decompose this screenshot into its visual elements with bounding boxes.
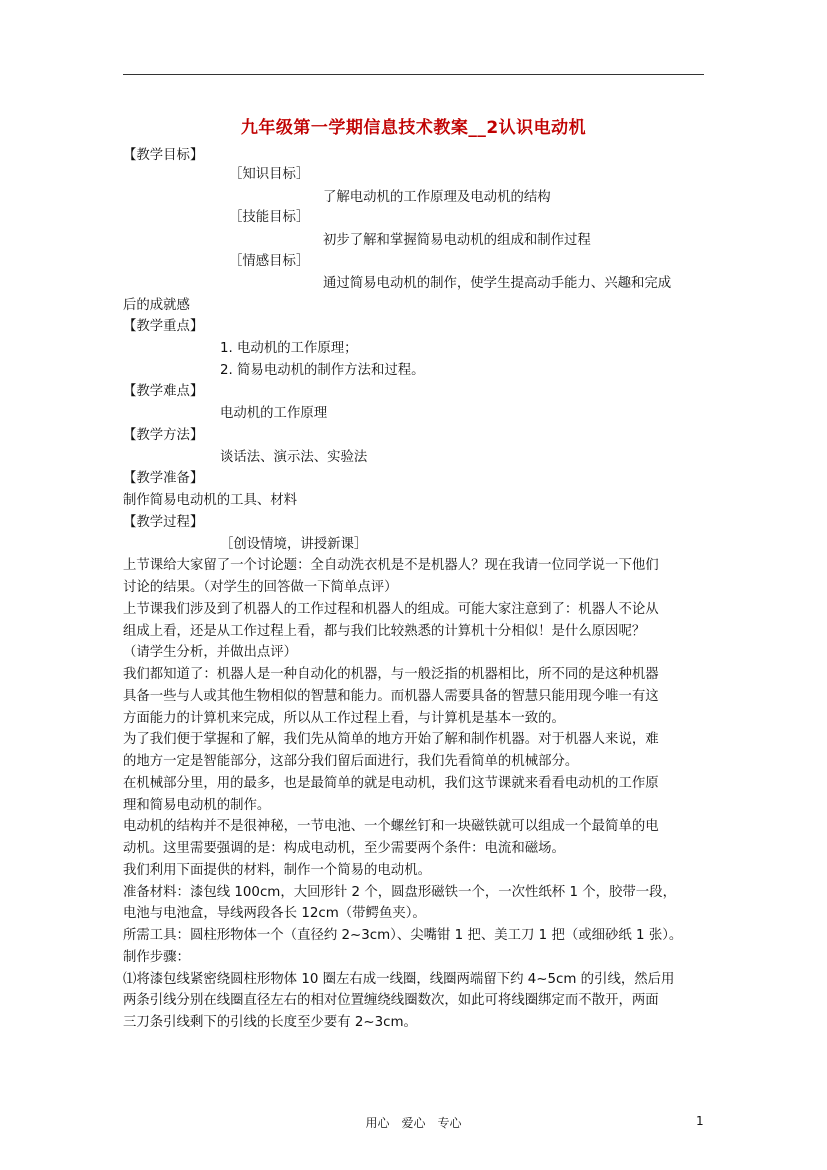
paragraph-line: 动机。这里需要强调的是：构成电动机，至少需要两个条件：电流和磁场。: [123, 841, 565, 856]
paragraph-line: （请学生分析，并做出点评）: [123, 645, 298, 660]
paragraph-line: 组成上看，还是从工作过程上看，都与我们比较熟悉的计算机十分相似！是什么原因呢？: [123, 624, 646, 639]
list-item: 2. 简易电动机的制作方法和过程。: [220, 363, 425, 378]
paragraph-line: 所需工具：圆柱形物体一个（直径约 2~3cm）、尖嘴钳 1 把、美工刀 1 把（或细砂纸 1 张）。: [123, 928, 683, 943]
subheading-knowledge: ［知识目标］: [229, 167, 310, 182]
paragraph-line: 三刀条引线剩下的引线的长度至少要有 2~3cm。: [123, 1015, 417, 1030]
text-line: 电动机的工作原理: [220, 406, 328, 421]
paragraph-line: 讨论的结果。（对学生的回答做一下简单点评）: [123, 580, 398, 595]
section-heading-methods: 【教学方法】: [123, 428, 204, 443]
paragraph-line: 理和简易电动机的制作。: [123, 798, 271, 813]
paragraph-line: 具备一些与人或其他生物相似的智慧和能力。而机器人需要具备的智慧只能用现今唯一有这: [123, 689, 659, 704]
paragraph-line: 两条引线分别在线圈直径左右的相对位置缠绕线圈数次，如此可将线圈绑定而不散开，两面: [123, 993, 659, 1008]
list-item: 1. 电动机的工作原理；: [220, 341, 358, 356]
paragraph-line: 上节课我们涉及到了机器人的工作过程和机器人的组成。可能大家注意到了：机器人不论从: [123, 602, 659, 617]
subheading-scenario: ［创设情境，讲授新课］: [220, 537, 368, 552]
paragraph-line: 在机械部分里，用的最多，也是最简单的就是电动机，我们这节课就来看看电动机的工作原: [123, 776, 659, 791]
text-line: 初步了解和掌握简易电动机的组成和制作过程: [323, 233, 591, 248]
header-rule: [123, 74, 704, 75]
paragraph-line: 电动机的结构并不是很神秘，一节电池、一个螺丝钉和一块磁铁就可以组成一个最简单的电: [123, 819, 659, 834]
paragraph-line: 电池与电池盒，导线两段各长 12cm（带鳄鱼夹）。: [123, 906, 426, 921]
text-line: 通过简易电动机的制作，使学生提高动手能力、兴趣和完成: [323, 276, 672, 291]
subheading-emotion: ［情感目标］: [229, 254, 310, 269]
paragraph-line: 方面能力的计算机来完成，所以从工作过程上看，与计算机是基本一致的。: [123, 711, 565, 726]
paragraph-line: 为了我们便于掌握和了解，我们先从简单的地方开始了解和制作机器。对于机器人来说，难: [123, 732, 659, 747]
section-heading-objectives: 【教学目标】: [123, 148, 204, 163]
section-heading-process: 【教学过程】: [123, 515, 204, 530]
page-number: 1: [696, 1114, 704, 1128]
footer-motto: 用心 爱心 专心: [365, 1116, 462, 1130]
text-line: 了解电动机的工作原理及电动机的结构: [323, 190, 551, 205]
paragraph-line: 我们都知道了：机器人是一种自动化的机器，与一般泛指的机器相比，所不同的是这种机器: [123, 667, 659, 682]
text-line: 谈话法、演示法、实验法: [220, 450, 368, 465]
text-line: 制作简易电动机的工具、材料: [123, 493, 298, 508]
paragraph-line: 我们利用下面提供的材料，制作一个简易的电动机。: [123, 863, 431, 878]
paragraph-line: 上节课给大家留了一个讨论题：全自动洗衣机是不是机器人？现在我请一位同学说一下他们: [123, 558, 659, 573]
section-heading-key-points: 【教学重点】: [123, 319, 204, 334]
document-title: 九年级第一学期信息技术教案__2认识电动机: [240, 118, 587, 138]
section-heading-difficulties: 【教学难点】: [123, 384, 204, 399]
subheading-skill: ［技能目标］: [229, 210, 310, 225]
paragraph-line: 准备材料：漆包线 100cm，大回形针 2 个，圆盘形磁铁一个，一次性纸杯 1 个，胶带一段，: [123, 885, 676, 900]
paragraph-line: ⑴将漆包线紧密绕圆柱形物体 10 圈左右成一线圈，线圈两端留下约 4~5cm 的引线，然后用: [123, 972, 675, 987]
paragraph-line: 的地方一定是智能部分，这部分我们留后面进行，我们先看简单的机械部分。: [123, 754, 579, 769]
text-line: 后的成就感: [123, 298, 190, 313]
section-heading-preparation: 【教学准备】: [123, 471, 204, 486]
paragraph-line: 制作步骤：: [123, 950, 190, 965]
